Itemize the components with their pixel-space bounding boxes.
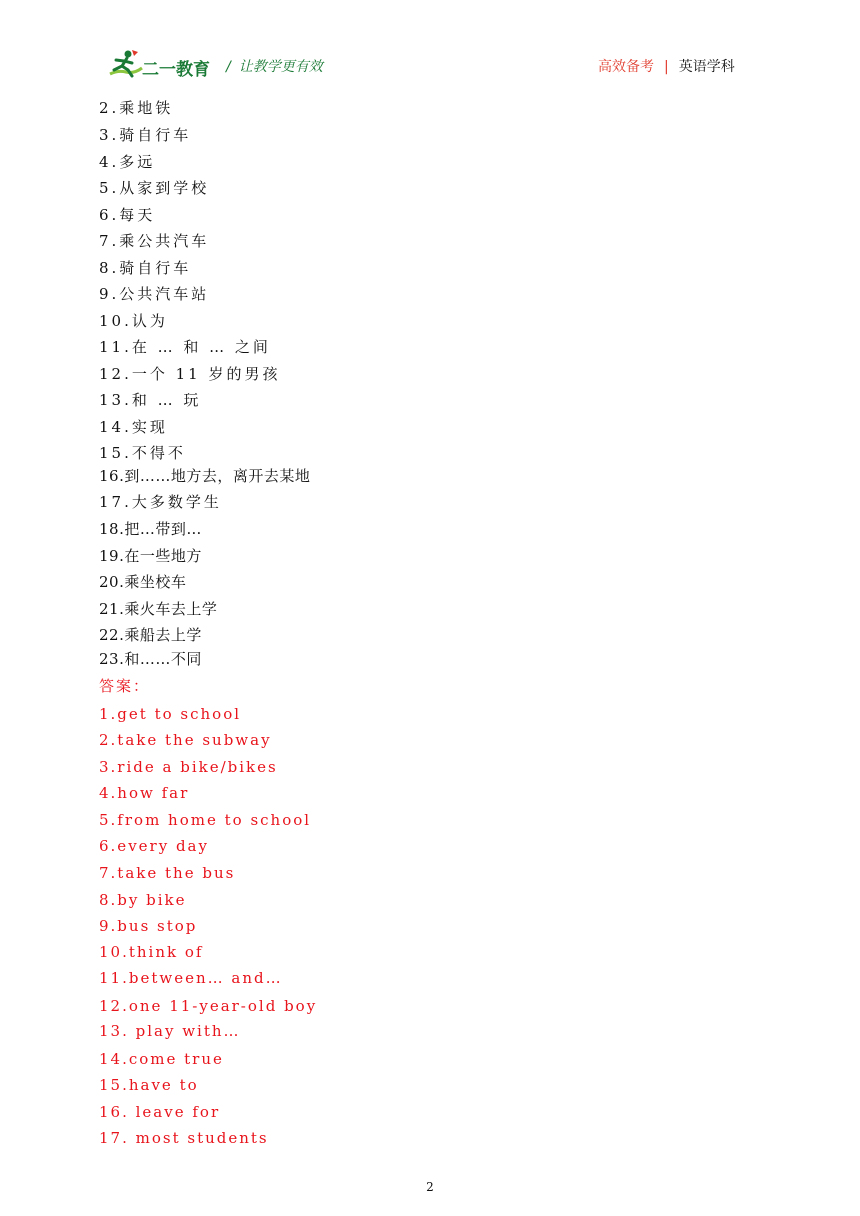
answer-item: 3.ride a bike/bikes bbox=[99, 758, 278, 776]
page-header bbox=[0, 0, 860, 90]
question-item: 2.乘地铁 bbox=[99, 99, 174, 117]
question-item: 7.乘公共汽车 bbox=[99, 232, 210, 250]
header-subject-name: 英语学科 bbox=[678, 59, 735, 75]
answer-item: 14.come true bbox=[99, 1050, 224, 1068]
question-item: 20.乘坐校车 bbox=[99, 573, 187, 591]
question-item: 9.公共汽车站 bbox=[99, 285, 210, 303]
question-item: 14.实现 bbox=[99, 418, 168, 436]
page-number: 2 bbox=[426, 1180, 434, 1194]
question-item: 10.认为 bbox=[99, 312, 168, 330]
answer-item: 17. most students bbox=[99, 1129, 269, 1147]
header-divider: | bbox=[664, 59, 669, 75]
answer-item: 15.have to bbox=[99, 1076, 199, 1094]
question-item: 22.乘船去上学 bbox=[99, 626, 202, 644]
question-item: 19.在一些地方 bbox=[99, 547, 202, 565]
answer-item: 4.how far bbox=[99, 784, 190, 802]
question-item: 23.和……不同 bbox=[99, 650, 202, 668]
runner-logo-icon bbox=[104, 48, 144, 80]
answer-item: 13. play with… bbox=[99, 1022, 241, 1040]
question-item: 11.在 … 和 … 之间 bbox=[99, 338, 271, 356]
question-item: 6.每天 bbox=[99, 206, 156, 224]
slogan-separator: / bbox=[226, 59, 231, 75]
answer-item: 7.take the bus bbox=[99, 864, 236, 882]
answer-item: 16. leave for bbox=[99, 1103, 221, 1121]
question-item: 15.不得不 bbox=[99, 444, 186, 462]
answer-item: 8.by bike bbox=[99, 891, 187, 909]
question-item: 12.一个 11 岁的男孩 bbox=[99, 365, 281, 383]
header-subject bbox=[598, 56, 735, 76]
slogan bbox=[226, 56, 323, 76]
question-item: 8.骑自行车 bbox=[99, 259, 192, 277]
slogan-text: 让教学更有效 bbox=[238, 59, 323, 75]
brand-name: 二一教育 bbox=[142, 60, 210, 80]
question-item: 18.把…带到… bbox=[99, 520, 202, 538]
answer-label: 答案： bbox=[99, 677, 151, 695]
answer-item: 6.every day bbox=[99, 837, 209, 855]
question-item: 17.大多数学生 bbox=[99, 493, 222, 511]
answer-item: 11.between… and… bbox=[99, 969, 283, 987]
header-tagline: 高效备考 bbox=[598, 59, 654, 75]
answer-item: 1.get to school bbox=[99, 705, 242, 723]
answer-item: 10.think of bbox=[99, 943, 204, 961]
answer-item: 5.from home to school bbox=[99, 811, 312, 829]
question-item: 3.骑自行车 bbox=[99, 126, 192, 144]
answer-item: 9.bus stop bbox=[99, 917, 198, 935]
question-item: 5.从家到学校 bbox=[99, 179, 210, 197]
answer-item: 2.take the subway bbox=[99, 731, 272, 749]
question-item: 16.到……地方去，离开去某地 bbox=[99, 467, 311, 485]
question-item: 4.多远 bbox=[99, 153, 156, 171]
question-item: 13.和 … 玩 bbox=[99, 391, 202, 409]
question-item: 21.乘火车去上学 bbox=[99, 600, 218, 618]
answer-item: 12.one 11-year-old boy bbox=[99, 997, 318, 1015]
